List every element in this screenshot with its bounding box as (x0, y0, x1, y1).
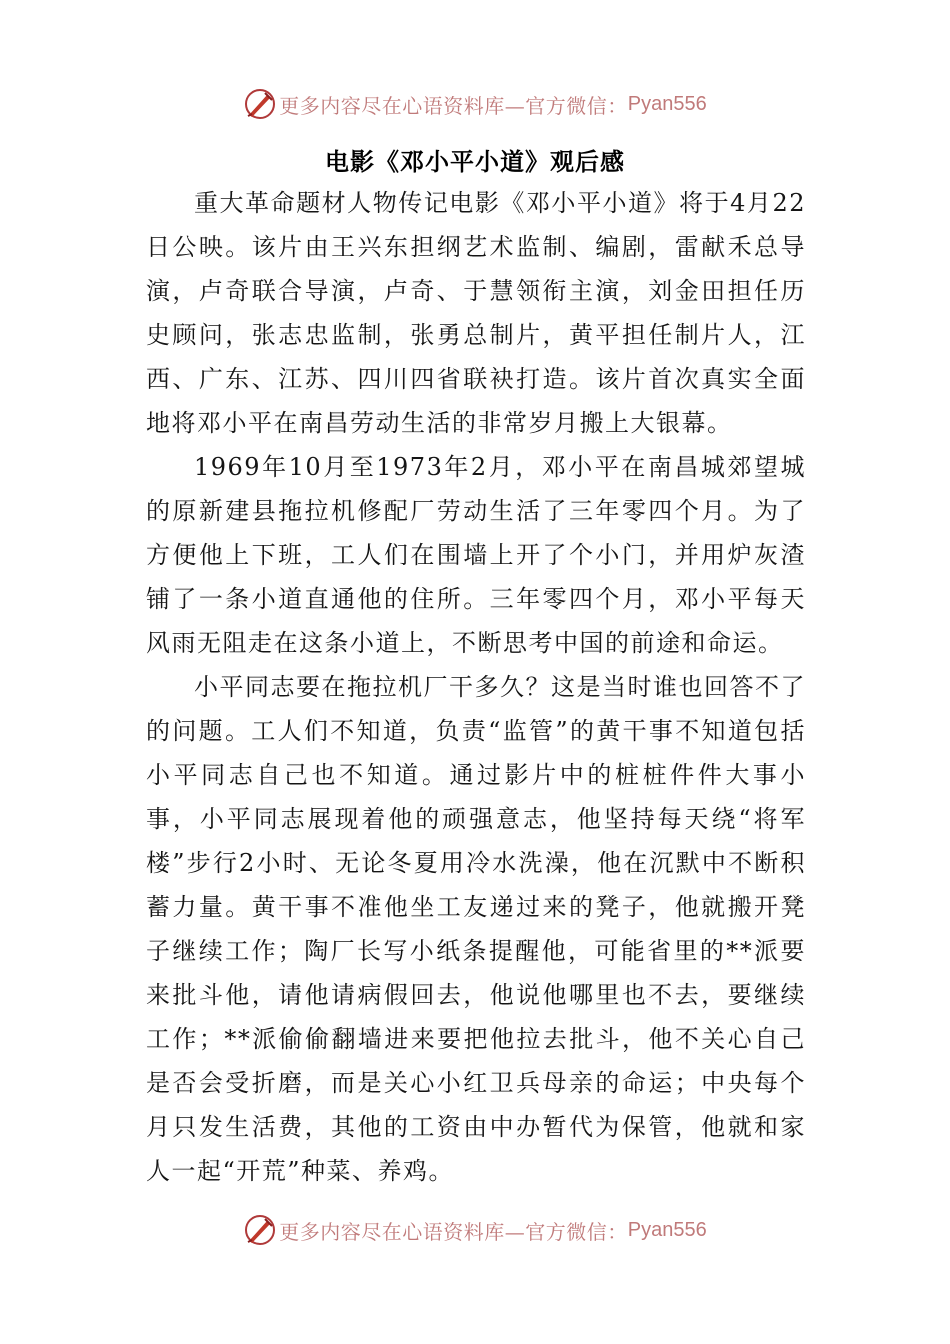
banner-wechat-id: Pyan556 (627, 92, 707, 115)
quill-pen-logo-icon (243, 1213, 277, 1247)
banner-text: 更多内容尽在心语资料库—官方微信： (279, 1219, 628, 1244)
paragraph-1: 重大革命题材人物传记电影《邓小平小道》将于4月22日公映。该片由王兴东担纲艺术监制、编剧，雷献禾总导演，卢奇联合导演，卢奇、于慧领衔主演，刘金田担任历史顾问，张志忠监制，张勇总制片，黄平担任制片人，江西、广东、江苏、四川四省联袂打造。该片首次真实全面地将邓小平在南昌劳动生活的非常岁月搬上大银幕。 (146, 189, 806, 437)
document-body (146, 181, 806, 1193)
paragraph-2: 1969年10月至1973年2月，邓小平在南昌城郊望城的原新建县拖拉机修配厂劳动生活了三年零四个月。为了方便他上下班，工人们在围墙上开了个小门，并用炉灰渣铺了一条小道直通他的住所。三年零四个月，邓小平每天风雨无阻走在这条小道上，不断思考中国的前途和命运。 (146, 453, 806, 657)
banner-text: 更多内容尽在心语资料库—官方微信： (279, 93, 628, 118)
banner-wechat-id: Pyan556 (627, 1218, 707, 1241)
paragraph-3: 小平同志要在拖拉机厂干多久？这是当时谁也回答不了的问题。工人们不知道，负责“监管”的黄干事不知道包括小平同志自己也不知道。通过影片中的桩桩件件大事小事，小平同志展现着他的顽强意志，他坚持每天绕“将军楼”步行2小时、无论冬夏用冷水洗澡，他在沉默中不断积蓄力量。黄干事不准他坐工友递过来的凳子，他就搬开凳子继续工作；陶厂长写小纸条提醒他，可能省里的**派要来批斗他，请他请病假回去，他说他哪里也不去，要继续工作；**派偷偷翻墙进来要把他拉去批斗，他不关心自己是否会受折磨，而是关心小红卫兵母亲的命运；中央每个月只发生活费，其他的工资由中办暂代为保管，他就和家人一起“开荒”种菜、养鸡。 (146, 673, 806, 1185)
quill-pen-logo-icon (243, 87, 277, 121)
header-watermark-banner (0, 84, 950, 124)
document-title: 电影《邓小平小道》观后感 (325, 147, 625, 176)
footer-watermark-banner (0, 1210, 950, 1250)
